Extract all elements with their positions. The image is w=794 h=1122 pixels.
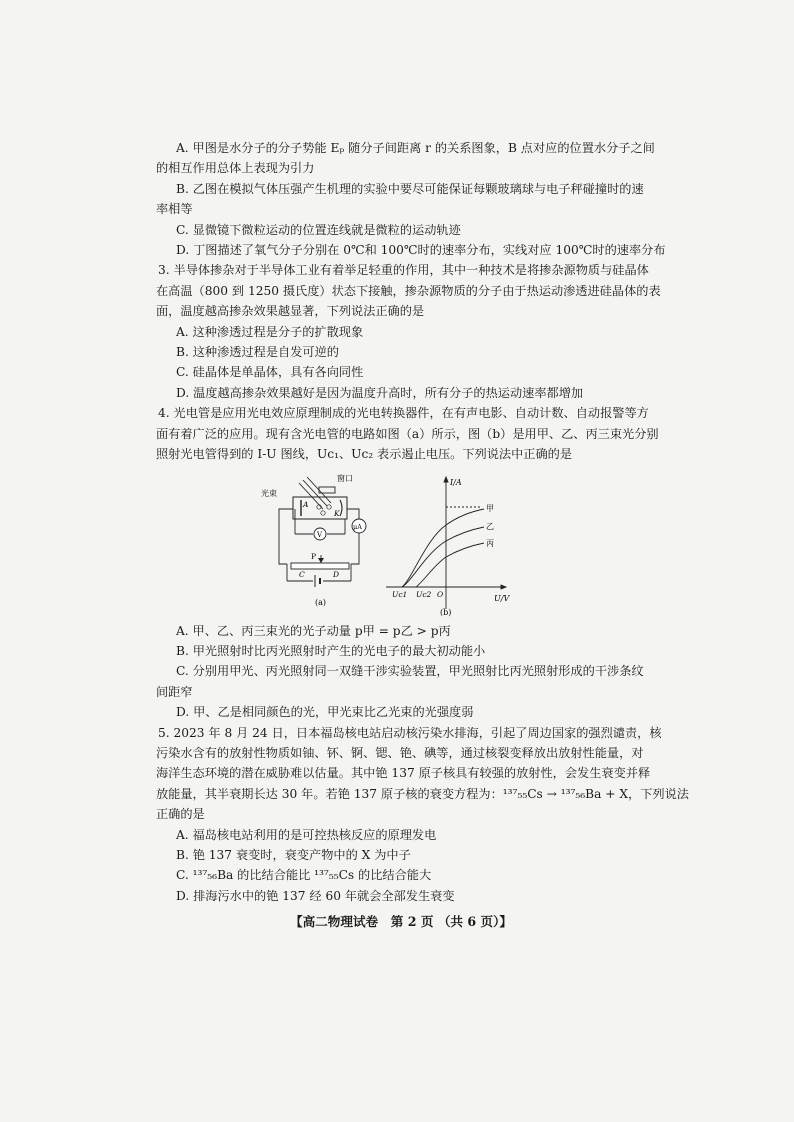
uc1-label: Uc1 bbox=[392, 589, 408, 599]
q3-stem-line3: 面，温度越高掺杂效果越显著，下列说法正确的是 bbox=[156, 304, 425, 319]
q4-option-a: A. 甲、乙、丙三束光的光子动量 p甲 = p乙 > p丙 bbox=[176, 623, 451, 638]
q3-option-d: D. 温度越高掺杂效果越好是因为温度升高时，所有分子的热运动速率都增加 bbox=[176, 385, 584, 400]
origin-label: O bbox=[437, 589, 444, 599]
q3-option-a: A. 这种渗透过程是分子的扩散现象 bbox=[176, 324, 364, 339]
page-content bbox=[156, 138, 689, 933]
terminal-d-label: D bbox=[333, 569, 340, 579]
q4-figures bbox=[156, 469, 646, 619]
decay-equation: ¹³⁷₅₅Cs → ¹³⁷₅₆Ba + X bbox=[502, 786, 629, 801]
cathode-label: K bbox=[334, 508, 340, 518]
q5-stem-line2: 污染水含有的放射性物质如铀、钚、锕、锶、铯、碘等，通过核裂变释放出放射性能量，对 bbox=[156, 745, 644, 760]
q3-option-b: B. 这种渗透过程是自发可逆的 bbox=[176, 345, 339, 360]
q4-option-d: D. 甲、乙是相同颜色的光，甲光束比乙光束的光强度弱 bbox=[176, 705, 474, 720]
page-footer: 【高二物理试卷 第 2 页 （共 6 页）】 bbox=[289, 914, 513, 930]
figure-b-caption: (b) bbox=[440, 607, 452, 617]
uc2-label: Uc2 bbox=[416, 589, 432, 599]
y-axis-label: I/A bbox=[450, 477, 462, 487]
q4-stem-line1: 4. 光电管是应用光电效应原理制成的光电转换器件，在有声电影、自动计数、自动报警等方 bbox=[158, 406, 649, 421]
q5-stem-line3: 海洋生态环境的潜在威胁难以估量。其中铯 137 原子核具有较强的放射性，会发生衰变并释 bbox=[156, 766, 651, 781]
x-axis-label: U/V bbox=[494, 593, 510, 603]
anode-label: A bbox=[303, 499, 309, 509]
microammeter-label: μA bbox=[353, 522, 362, 531]
q5-option-a: A. 福岛核电站利用的是可控热核反应的原理发电 bbox=[176, 827, 437, 842]
curve-jia-label: 甲 bbox=[486, 503, 494, 513]
curve-yi-label: 乙 bbox=[486, 521, 494, 531]
q5-option-b: B. 铯 137 衰变时，衰变产物中的 X 为中子 bbox=[176, 847, 411, 862]
q2-option-a-line2: 的相互作用总体上表现为引力 bbox=[156, 161, 315, 176]
q4-stem-line3: 照射光电管得到的 I-U 图线，Uc₁、Uc₂ 表示遏止电压。下列说法中正确的是 bbox=[156, 447, 573, 462]
q3-stem-line1: 3. 半导体掺杂对于半导体工业有着举足轻重的作用，其中一种技术是将掺杂源物质与硅晶体 bbox=[158, 263, 649, 278]
q4-stem-line2: 面有着广泛的应用。现有含光电管的电路如图（a）所示，图（b）是用甲、乙、丙三束光分别 bbox=[156, 426, 659, 441]
q3-option-c: C. 硅晶体是单晶体，具有各向同性 bbox=[176, 365, 364, 380]
circuit-diagram bbox=[261, 469, 381, 619]
q3-stem-line2: 在高温（800 到 1250 摄氏度）状态下接触，掺杂源物质的分子由于热运动渗透进硅晶体的表 bbox=[156, 283, 661, 298]
q4-option-c-line1: C. 分别用甲光、丙光照射同一双缝干涉实验装置，甲光照射比丙光照射形成的干涉条纹 bbox=[176, 664, 644, 679]
q5-stem-line4-tail: ，下列说法 bbox=[628, 786, 689, 801]
q5-stem-line4-text: 放能量，其半衰期长达 30 年。若铯 137 原子核的衰变方程为： bbox=[156, 786, 503, 801]
voltmeter-label: V bbox=[317, 530, 323, 539]
light-beam-label: 光束 bbox=[261, 488, 277, 498]
window-label: 窗口 bbox=[337, 473, 353, 483]
q4-option-b: B. 甲光照射时比丙光照射时产生的光电子的最大初动能小 bbox=[176, 643, 486, 658]
q2-option-d: D. 丁图描述了氧气分子分别在 0℃和 100℃时的速率分布，实线对应 100℃时的速率分布 bbox=[176, 243, 666, 258]
figure-a-caption: (a) bbox=[315, 597, 327, 607]
slider-label: P bbox=[311, 551, 317, 561]
q5-stem-line4 bbox=[156, 784, 689, 804]
curve-bing-label: 丙 bbox=[486, 538, 494, 548]
q2-option-a-line1: A. 甲图是水分子的分子势能 Eₚ 随分子间距离 r 的关系图象，B 点对应的位置水分子之间 bbox=[176, 141, 655, 155]
terminal-c-label: C bbox=[299, 569, 305, 579]
q5-stem-line5: 正确的是 bbox=[156, 807, 205, 822]
q4-option-c-line2: 间距窄 bbox=[156, 684, 193, 699]
iu-graph bbox=[382, 469, 510, 619]
q2-option-b-line2: 率相等 bbox=[156, 202, 193, 217]
q2-option-c: C. 显微镜下微粒运动的位置连线就是微粒的运动轨迹 bbox=[176, 222, 461, 237]
q5-stem-line1: 5. 2023 年 8 月 24 日，日本福岛核电站启动核污染水排海，引起了周边国家的强烈谴责，核 bbox=[158, 725, 662, 740]
q5-option-d: D. 排海污水中的铯 137 经 60 年就会全部发生衰变 bbox=[176, 888, 455, 903]
q2-option-b-line1: B. 乙图在模拟气体压强产生机理的实验中要尽可能保证每颗玻璃球与电子秤碰撞时的速 bbox=[176, 181, 644, 196]
q5-option-c: C. ¹³⁷₅₆Ba 的比结合能比 ¹³⁷₅₅Cs 的比结合能大 bbox=[176, 868, 432, 883]
battery-icon bbox=[315, 575, 320, 587]
